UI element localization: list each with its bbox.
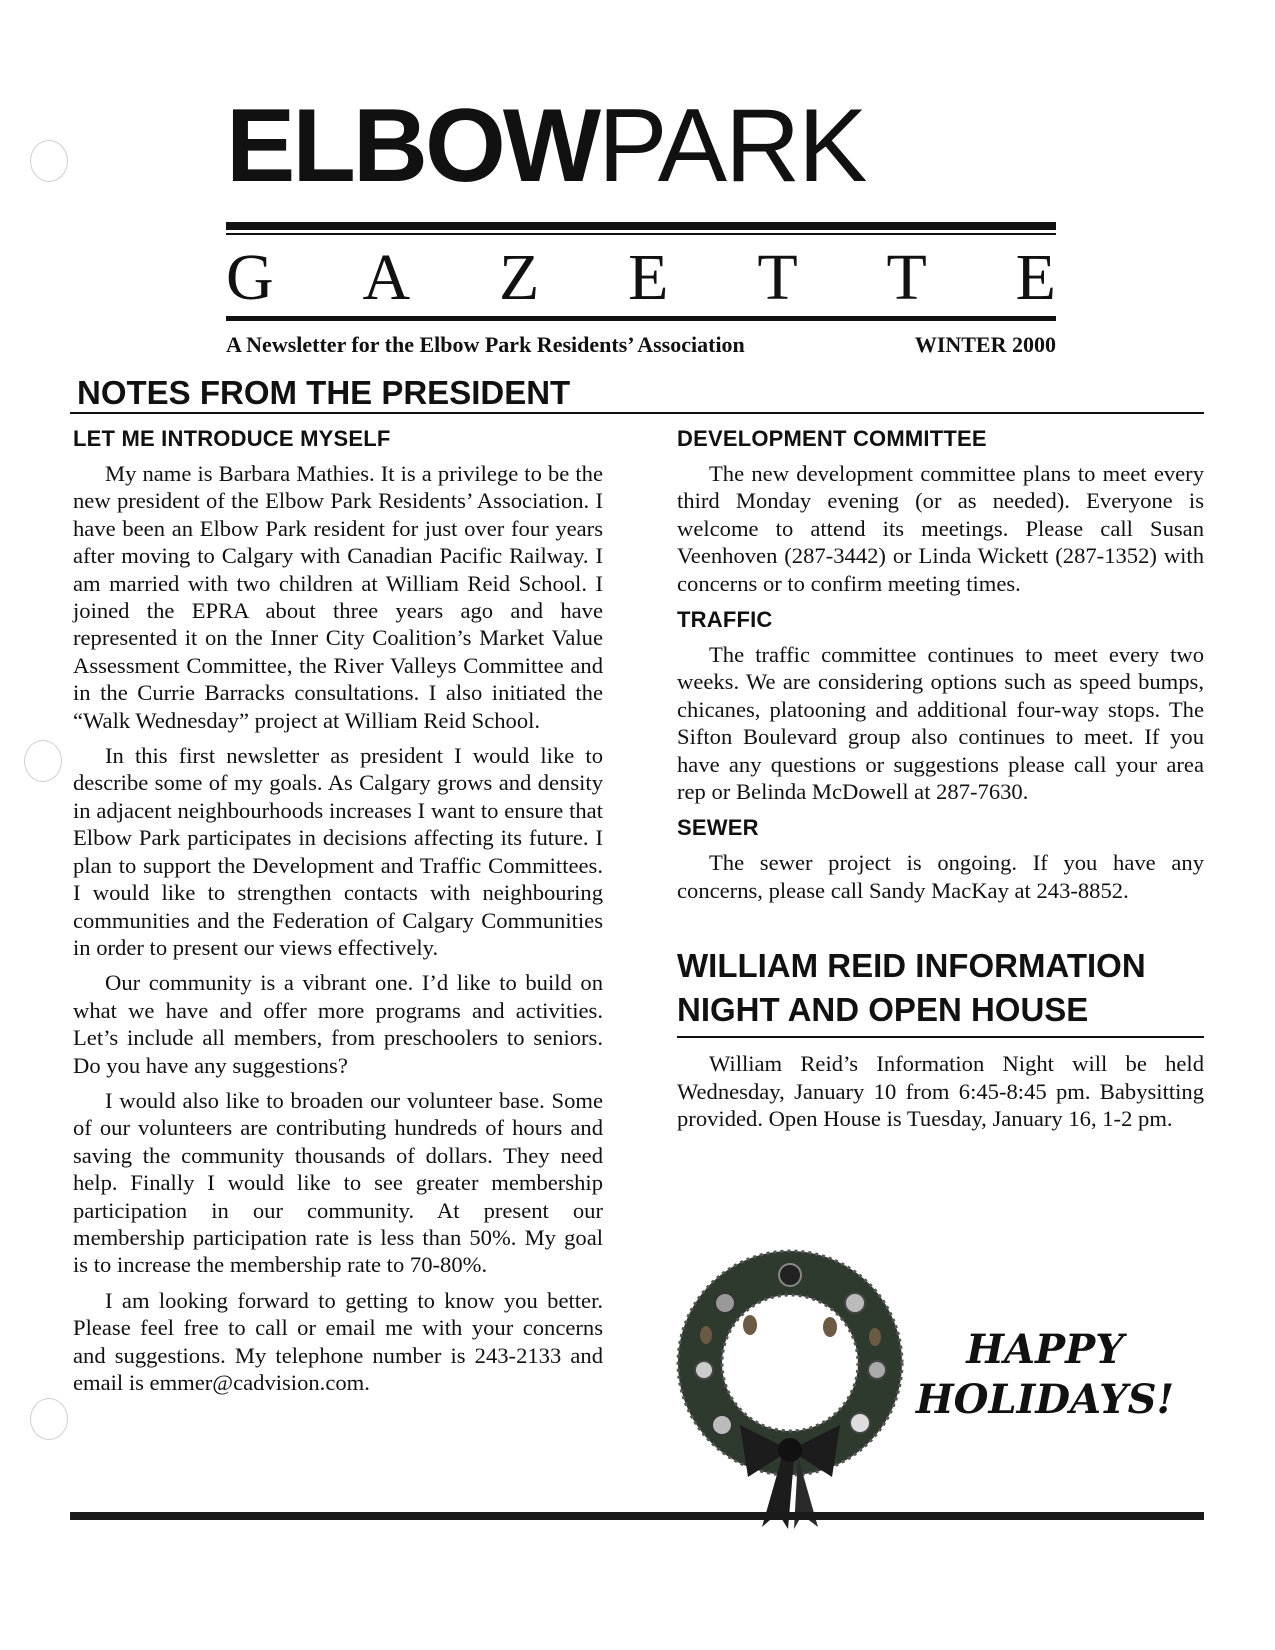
gazette-letter: A xyxy=(362,241,411,314)
footer-bar xyxy=(70,1512,1204,1520)
wreath-ornament xyxy=(779,1264,801,1286)
gazette-wordmark xyxy=(226,238,1056,318)
title-light: PARK xyxy=(598,88,866,204)
masthead-subtitle-row xyxy=(226,320,1056,370)
masthead-rule-thin xyxy=(226,233,1056,235)
wreath-ornament xyxy=(715,1293,735,1313)
president-paragraph: Our community is a vibrant one. I’d like to build on what we have and offer more programs and activities. Let’s include all members, from preschoolers to seniors. Do you have any suggestions? xyxy=(73,970,603,1078)
left-column xyxy=(73,420,603,1404)
subheading-development: DEVELOPMENT COMMITTEE xyxy=(677,426,987,451)
section-rule xyxy=(70,412,1204,414)
wreath-ornament xyxy=(695,1361,713,1379)
gazette-letter: G xyxy=(226,241,274,314)
development-paragraph: The new development committee plans to meet every third Monday evening (or as needed). Everyone is welcome to attend its meetings. Please call Susan Veenhoven (287-3442) or Linda Wickett (287-1352) with concerns or to confirm meeting times. xyxy=(677,461,1204,596)
newsletter-subtitle: A Newsletter for the Elbow Park Residents’ Association xyxy=(226,332,745,357)
gazette-letter: E xyxy=(1015,241,1056,314)
masthead-title xyxy=(226,88,1056,204)
subheading-introduce: LET ME INTRODUCE MYSELF xyxy=(73,426,391,451)
subheading-sewer: SEWER xyxy=(677,815,759,841)
william-reid-heading xyxy=(677,944,1204,1038)
gazette-letter: E xyxy=(628,241,669,314)
wreath-ornament xyxy=(850,1413,870,1433)
masthead xyxy=(226,88,1056,357)
masthead-rule-thick xyxy=(226,222,1056,230)
president-paragraph: I am looking forward to getting to know you better. Please feel free to call or email me with your concerns and suggestions. My telephone number is 243-2133 and email is emmer@cadvision.com. xyxy=(73,1287,603,1395)
wreath-pinecone xyxy=(743,1315,757,1335)
wreath-ornament xyxy=(868,1361,886,1379)
gazette-letter: Z xyxy=(499,241,540,314)
christmas-wreath-icon xyxy=(670,1245,910,1530)
sewer-paragraph: The sewer project is ongoing. If you have any concerns, please call Sandy MacKay at 243-8852. xyxy=(677,850,1204,903)
wreath-pinecone xyxy=(700,1326,712,1344)
right-column xyxy=(677,420,1204,1141)
president-paragraph: In this first newsletter as president I would like to describe some of my goals. As Calgary grows and density in adjacent neighbourhoods increases I want to ensure that Elbow Park participates in decisions affecting its future. I plan to support the Development and Traffic Committees. I would like to strengthen contacts with neighbouring communities and the Federation of Calgary Communities in order to present our views effectively. xyxy=(73,743,603,960)
greeting-line-2: HOLIDAYS! xyxy=(915,1376,1175,1423)
wreath-pinecone xyxy=(869,1328,881,1346)
wreath-ornament xyxy=(845,1293,865,1313)
greeting-line-1: HAPPY xyxy=(966,1326,1124,1373)
punch-hole-top xyxy=(30,140,68,182)
gazette-letter: T xyxy=(757,241,798,314)
subheading-traffic: TRAFFIC xyxy=(677,607,773,633)
issue-label: WINTER 2000 xyxy=(914,332,1056,357)
wreath-bow-knot xyxy=(778,1438,802,1462)
punch-hole-bottom xyxy=(30,1398,68,1440)
president-paragraph: I would also like to broaden our volunteer base. Some of our volunteers are contributing hundreds of hours and saving the community thousands of dollars. They need help. Finally I would like to see greater membership participation in our community. At present our membership participation rate is less than 50%. My goal is to increase the membership rate to 70-80%. xyxy=(73,1087,603,1278)
william-reid-heading-bold: WILLIAM REID xyxy=(677,947,907,985)
wreath-inner-needles xyxy=(722,1295,858,1431)
president-paragraph: My name is Barbara Mathies. It is a privilege to be the new president of the Elbow Park Residents’ Association. I have been an Elbow Park resident for just over four years after moving to Calgary with Canadian Pacific Railway. I am married with two children at William Reid School. I joined the EPRA about three years ago and have represented it on the Inner City Coalition’s Market Value Assessment Committee, the River Valleys Committee and in the Currie Barracks consultations. I also initiated the “Walk Wednesday” project at William Reid School. xyxy=(73,461,603,733)
holiday-greeting xyxy=(900,1325,1190,1425)
traffic-paragraph: The traffic committee continues to meet every two weeks. We are considering options such as speed bumps, chicanes, platooning and additional four-way stops. The Sifton Boulevard group also continues to meet. If you have any questions or suggestions please call your area rep or Belinda McDowell at 287-7630. xyxy=(677,642,1204,805)
gazette-letter: T xyxy=(886,241,927,314)
wreath-pinecone xyxy=(823,1317,837,1337)
william-reid-heading-rest: INFORMATION NIGHT AND OPEN HOUSE xyxy=(677,947,1146,1029)
william-reid-paragraph: William Reid’s Information Night will be held Wednesday, January 10 from 6:45-8:45 pm. Babysitting provided. Open House is Tuesday, January 16, 1-2 pm. xyxy=(677,1051,1204,1132)
section-heading-rest: THE PRESIDENT xyxy=(297,374,571,411)
section-heading-bold: NOTES FROM xyxy=(77,374,297,411)
section-heading-president xyxy=(77,374,570,412)
punch-hole-middle xyxy=(24,740,62,782)
title-bold: ELBOW xyxy=(226,88,599,204)
wreath-ornament xyxy=(712,1415,732,1435)
